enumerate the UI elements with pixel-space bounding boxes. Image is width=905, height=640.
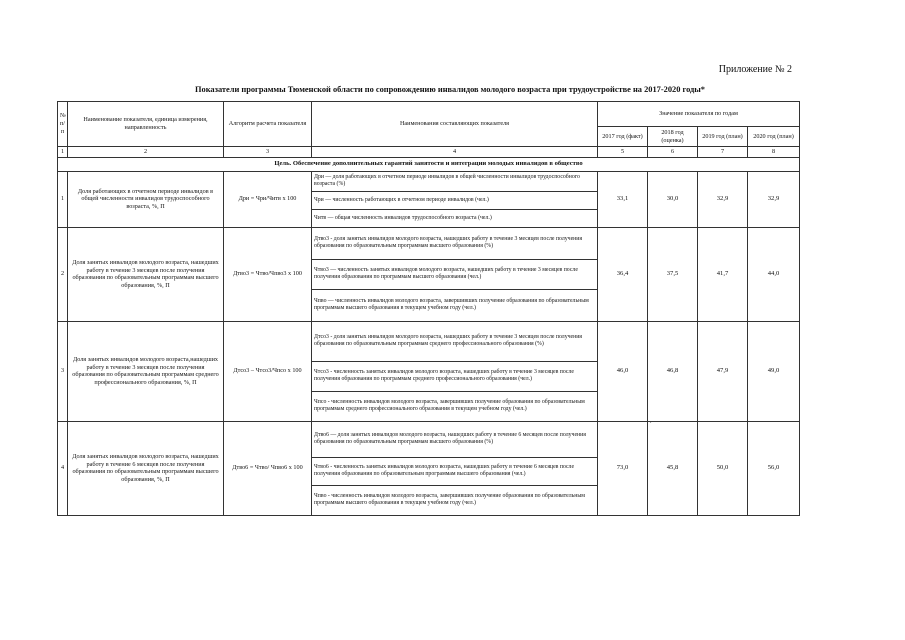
- value-2019: 47,9: [698, 321, 748, 421]
- col-number: 8: [748, 147, 800, 158]
- col-number: 4: [312, 147, 598, 158]
- value-2017: 33,1: [598, 171, 648, 227]
- table-row: [58, 321, 800, 361]
- indicator-algorithm: Дтсо3 – Чтсо3/Чпсо x 100: [224, 321, 312, 421]
- value-2020: 44,0: [748, 227, 800, 321]
- indicator-name: Доля занятых инвалидов молодого возраста, нашедших работу в течение 6 месяцев после получения образования по образовательным программам высшего образования, %, П: [68, 421, 224, 515]
- value-2017: 73,0: [598, 421, 648, 515]
- indicator-algorithm: Дри = Чри/Читв x 100: [224, 171, 312, 227]
- component-text: Чпво — численность инвалидов молодого возраста, завершивших получение образования по образовательным программам высшего образования в текущем учебном году (чел.): [312, 289, 598, 321]
- value-2017: 36,4: [598, 227, 648, 321]
- col-number: 1: [58, 147, 68, 158]
- component-text: Читв — общая численность инвалидов трудоспособного возраста (чел.): [312, 209, 598, 227]
- indicator-algorithm: Дтво6 = Чтво/ Чпво6 x 100: [224, 421, 312, 515]
- value-2019: 50,0: [698, 421, 748, 515]
- indicator-algorithm: Дтво3 = Чтво/Чпво3 x 100: [224, 227, 312, 321]
- value-2020: 49,0: [748, 321, 800, 421]
- document-title: Показатели программы Тюменской области по сопровождению инвалидов молодого возраста при трудоустройстве на 2017-2020 годы*: [195, 85, 705, 94]
- component-text: Чтсо3 - численность занятых инвалидов молодого возраста, нашедших работу в течение 3 месяцев после получения образования по программам среднего профессионального образования (чел.): [312, 361, 598, 391]
- header-year-2017: 2017 год (факт): [598, 127, 648, 147]
- header-year-2019: 2019 год (план): [698, 127, 748, 147]
- table-row: [58, 421, 800, 457]
- row-number: 4: [58, 421, 68, 515]
- indicator-name: Доля занятых инвалидов молодого возраста, нашедших работу в течение 3 месяцев после получения образования по образовательным программам высшего образования, %, П: [68, 227, 224, 321]
- component-text: Дтво6 — доля занятых инвалидов молодого возраста, нашедших работу в течение 6 месяцев после получения образования по образовательным программам высшего образования (%): [312, 421, 598, 457]
- component-text: Чтво3 — численность занятых инвалидов молодого возраста, нашедших работу в течение 3 месяцев после получения образования по программам высшего образования (чел.): [312, 259, 598, 289]
- component-text: Чри — численность работающих в отчетном периоде инвалидов (чел.): [312, 191, 598, 209]
- component-text: Дтво3 - доля занятых инвалидов молодого возраста, нашедших работу в течение 3 месяцев после получения образования по образовательным программам высшего образования (%): [312, 227, 598, 259]
- header-name: Наименование показателя, единица измерения, направленность: [68, 102, 224, 147]
- col-number: 5: [598, 147, 648, 158]
- header-values-group: Значение показателя по годам: [598, 102, 800, 127]
- value-2018: 30,0: [648, 171, 698, 227]
- col-number: 3: [224, 147, 312, 158]
- header-year-2020: 2020 год (план): [748, 127, 800, 147]
- header-year-2018: 2018 год (оценка): [648, 127, 698, 147]
- col-number: 2: [68, 147, 224, 158]
- component-text: Чпсо - численность инвалидов молодого возраста, завершивших получение образования по образовательным программам среднего профессионального образования в текущем учебном году (чел.): [312, 391, 598, 421]
- value-2018: 46,8: [648, 321, 698, 421]
- table-row: [58, 171, 800, 191]
- header-components: Наименования составляющих показателя: [312, 102, 598, 147]
- value-2020: 32,9: [748, 171, 800, 227]
- table-row: [58, 227, 800, 259]
- component-text: Дри — доля работающих в отчетном периоде инвалидов в общей численности инвалидов трудоспособного возраста (%): [312, 171, 598, 191]
- component-text: Чтво6 - численность занятых инвалидов молодого возраста, нашедших работу в течение 6 месяцев после получения образования по образовательным программам высшего образования (чел.): [312, 457, 598, 485]
- row-number: 1: [58, 171, 68, 227]
- goal-row: Цель. Обеспечение дополнительных гарантий занятости и интеграции молодых инвалидов в общество: [58, 157, 800, 171]
- indicator-name: Доля работающих в отчетном периоде инвалидов в общей численности инвалидов трудоспособного возраста, %, П: [68, 171, 224, 227]
- component-text: Дтсо3 - доля занятых инвалидов молодого возраста, нашедших работу в течение 3 месяцев после получения образования по образовательным программам среднего профессионального образования (%): [312, 321, 598, 361]
- header-algorithm: Алгоритм расчета показателя: [224, 102, 312, 147]
- column-numbers-row: [58, 147, 800, 158]
- value-2017: 46,0: [598, 321, 648, 421]
- value-2018: 37,5: [648, 227, 698, 321]
- value-2020: 56,0: [748, 421, 800, 515]
- col-number: 7: [698, 147, 748, 158]
- row-number: 2: [58, 227, 68, 321]
- col-number: 6: [648, 147, 698, 158]
- stray-mark: .: [650, 419, 652, 425]
- value-2019: 32,9: [698, 171, 748, 227]
- value-2018: 45,8: [648, 421, 698, 515]
- header-num: № п/п: [58, 102, 68, 147]
- value-2019: 41,7: [698, 227, 748, 321]
- indicator-name: Доля занятых инвалидов молодого возраста,нашедших работу в течение 3 месяцев после получения образования по образовательным программам среднего профессионального образования, %, П: [68, 321, 224, 421]
- appendix-label: Приложение № 2: [718, 64, 792, 75]
- indicators-table: [57, 101, 800, 516]
- row-number: 3: [58, 321, 68, 421]
- component-text: Чпво - численность инвалидов молодого возраста, завершивших получение образования по образовательным программам высшего образования в текущем учебном году (чел.): [312, 485, 598, 515]
